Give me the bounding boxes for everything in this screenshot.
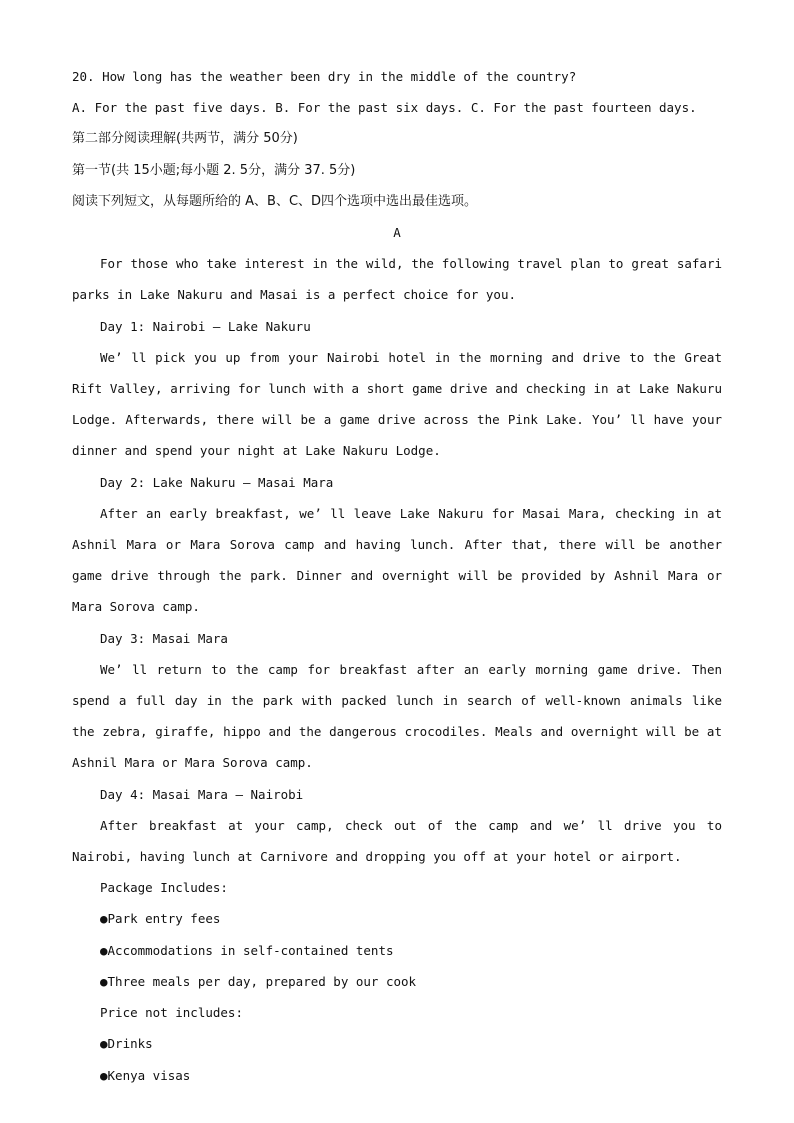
question-options: A. For the past five days. B. For the past six days. C. For the past fourteen days. [72, 100, 697, 116]
passage-intro: For those who take interest in the wild, the following travel plan to great safari parks in Lake Nakuru and Masai is a perfect choice for you. [72, 256, 722, 303]
day-2-text: After an early breakfast, we’ ll leave Lake Nakuru for Masai Mara, checking in at Ashnil Mara or Mara Sorova camp and having lunch. After that, there will be another game drive through the park. Dinner and overnight will be provided by Ashnil Mara or Mara Sorova camp. [72, 505, 722, 615]
excludes-heading: Price not includes: [100, 1005, 243, 1021]
day-4-text: After breakfast at your camp, check out of the camp and we’ ll drive you to Nairobi, having lunch at Carnivore and dropping you off at your hotel or airport. [72, 817, 722, 865]
question-stem: 20. How long has the weather been dry in the middle of the country? [72, 69, 577, 84]
excludes-item: ●Kenya visas [100, 1067, 191, 1083]
day-1-text: We’ ll pick you up from your Nairobi hotel in the morning and drive to the Great Rift Valley, arriving for lunch with a short game drive and checking in at Lake Nakuru Lodge. Afterwards, there will be a game drive across the Pink Lake. You’ ll have your dinner and spend your night at Lake Nakuru Lodge. [72, 349, 722, 459]
subsection-title: 第一节(共 15小题;每小题 2. 5分，满分 37. 5分) [72, 162, 356, 178]
day-4-heading: Day 4: Masai Mara — Nairobi [100, 786, 304, 802]
includes-item: ●Accommodations in self-contained tents [100, 942, 394, 958]
day-3-heading: Day 3: Masai Mara [100, 630, 228, 646]
passage-label: A [393, 225, 401, 241]
part-title: 第二部分阅读理解(共两节，满分 50分) [72, 131, 298, 147]
includes-item: ●Park entry fees [100, 911, 221, 927]
document-page [72, 61, 722, 1091]
day-2-heading: Day 2: Lake Nakuru — Masai Mara [100, 474, 334, 490]
includes-item: ●Three meals per day, prepared by our cook [100, 973, 417, 989]
day-1-heading: Day 1: Nairobi — Lake Nakuru [100, 318, 311, 334]
excludes-item: ●Drinks [100, 1036, 153, 1052]
day-3-text: We’ ll return to the camp for breakfast after an early morning game drive. Then spend a full day in the park with packed lunch in search of well-known animals like the zebra, giraffe, hippo and the dangerous crocodiles. Meals and overnight will be at Ashnil Mara or Mara Sorova camp. [72, 661, 722, 771]
instruction: 阅读下列短文，从每题所给的 A、B、C、D四个选项中选出最佳选项。 [72, 193, 478, 209]
includes-heading: Package Includes: [100, 880, 228, 896]
